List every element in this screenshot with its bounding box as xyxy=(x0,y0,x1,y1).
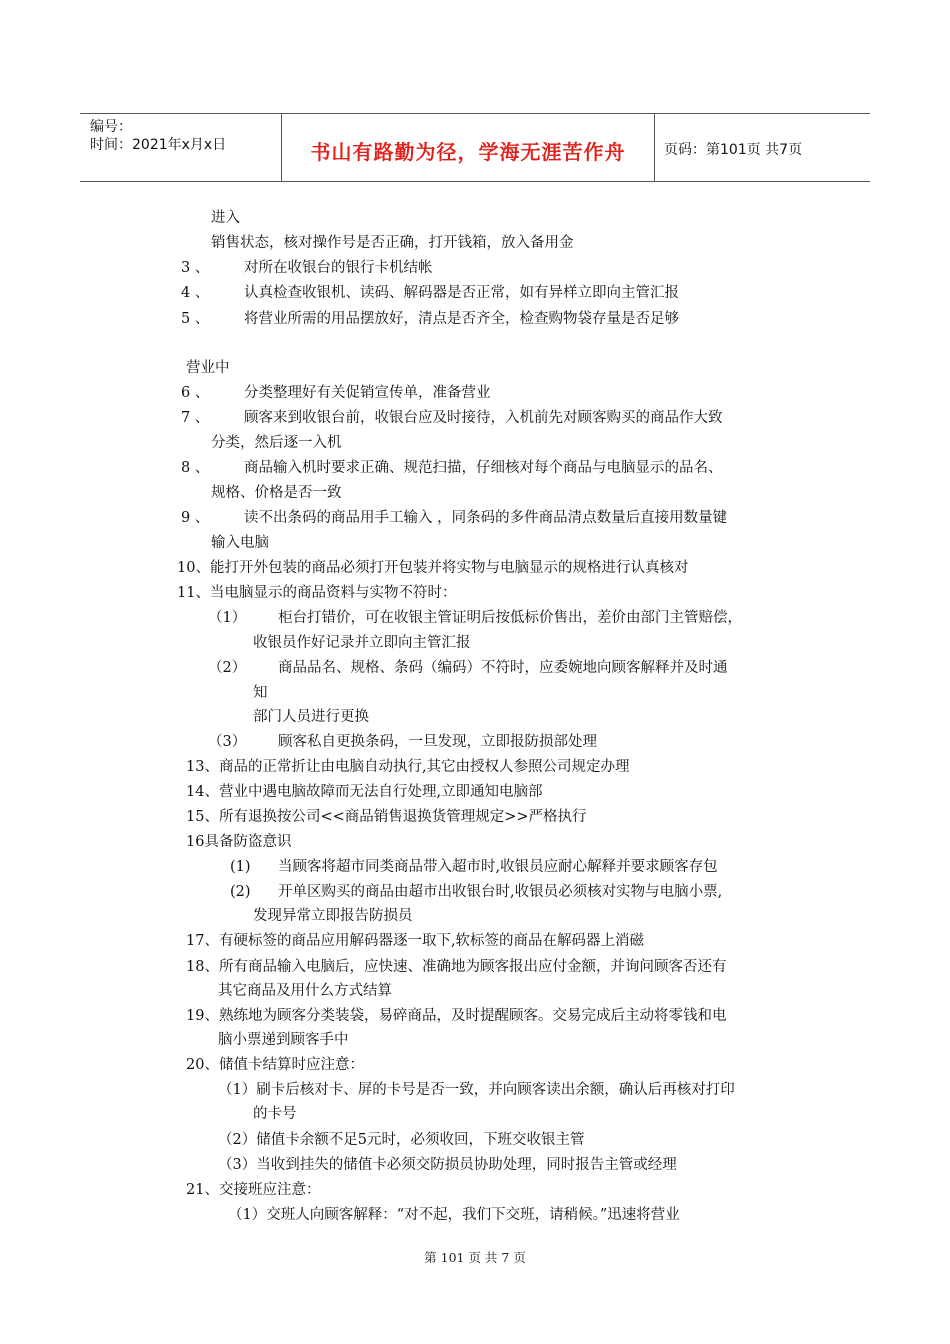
header-bottom-rule xyxy=(80,181,870,182)
text-line: 商品品名、规格、条码（编码）不符时，应委婉地向顾客解释并及时通 xyxy=(278,660,728,676)
section-heading: 营业中 xyxy=(186,360,230,376)
item-number: 8 、 xyxy=(181,460,210,476)
sub-item-number: (1) xyxy=(230,859,251,875)
text-line: 分类，然后逐一入机 xyxy=(211,435,342,451)
text-line: 21、交接班应注意： xyxy=(186,1182,321,1198)
text-line: 当顾客将超市同类商品带入超市时,收银员应耐心解释并要求顾客存包 xyxy=(278,859,718,875)
text-line: 商品输入机时要求正确、规范扫描，仔细核对每个商品与电脑显示的品名、 xyxy=(244,460,723,476)
header-meta xyxy=(90,118,226,154)
text-line: 脑小票递到顾客手中 xyxy=(218,1032,349,1048)
text-line: 读不出条码的商品用手工输入 ，同条码的多件商品清点数量后直接用数量键 xyxy=(244,510,728,526)
text-line: 13、商品的正常折让由电脑自动执行,其它由授权人参照公司规定办理 xyxy=(186,759,630,775)
text-line: （1）交班人向顾客解释：“对不起，我们下交班，请稍候。”迅速将营业 xyxy=(228,1207,680,1223)
item-number: 6 、 xyxy=(181,385,210,401)
sub-item-number: (2) xyxy=(230,884,251,900)
text-line: 20、储值卡结算时应注意： xyxy=(186,1057,364,1073)
text-line: （3）当收到挂失的储值卡必须交防损员协助处理，同时报告主管或经理 xyxy=(218,1157,677,1173)
text-line: 发现异常立即报告防损员 xyxy=(253,908,413,924)
text-line: （1）刷卡后核对卡、屏的卡号是否一致，并向顾客读出余额，确认后再核对打印 xyxy=(218,1082,735,1098)
header-page-label: 页码：第101页 共7页 xyxy=(664,142,803,158)
text-line: 11、当电脑显示的商品资料与实物不符时： xyxy=(177,585,457,601)
text-line: 19、熟练地为顾客分类装袋，易碎商品，及时提醒顾客。交易完成后主动将零钱和电 xyxy=(186,1008,727,1024)
text-line: （2）储值卡余额不足5元时，必须收回，下班交收银主管 xyxy=(218,1132,585,1148)
item-number: 7 、 xyxy=(181,410,210,426)
text-line: 18、所有商品输入电脑后，应快速、准确地为顾客报出应付金额，并询问顾客否还有 xyxy=(186,959,727,975)
sub-item-number: （1） xyxy=(208,610,247,626)
text-line: 销售状态，核对操作号是否正确，打开钱箱，放入备用金 xyxy=(211,235,574,251)
sub-item-number: （3） xyxy=(208,734,247,750)
page-footer: 第 101 页 共 7 页 xyxy=(424,1250,526,1265)
text-line: 对所在收银台的银行卡机结帐 xyxy=(244,260,433,276)
text-line: 分类整理好有关促销宣传单，准备营业 xyxy=(244,385,491,401)
text-line: 部门人员进行更换 xyxy=(253,709,369,725)
item-number: 5 、 xyxy=(181,311,210,327)
text-line: 进入 xyxy=(211,210,240,226)
text-line: 收银员作好记录并立即向主管汇报 xyxy=(253,635,471,651)
text-line: 10、能打开外包装的商品必须打开包装并将实物与电脑显示的规格进行认真核对 xyxy=(177,560,689,576)
text-line: 17、有硬标签的商品应用解码器逐一取下,软标签的商品在解码器上消磁 xyxy=(186,933,645,949)
text-line: 顾客私自更换条码，一旦发现，立即报防损部处理 xyxy=(278,734,597,750)
header-top-rule xyxy=(80,113,870,114)
text-line: 认真检查收银机、读码、解码器是否正常，如有异样立即向主管汇报 xyxy=(244,285,679,301)
header-motto: 书山有路勤为径，学海无涯苦作舟 xyxy=(310,140,626,164)
text-line: 规格、价格是否一致 xyxy=(211,485,342,501)
text-line: 输入电脑 xyxy=(211,535,269,551)
text-line: 将营业所需的用品摆放好，清点是否齐全，检查购物袋存量是否足够 xyxy=(244,311,679,327)
text-line: 其它商品及用什么方式结算 xyxy=(218,983,392,999)
sub-item-number: （2） xyxy=(208,660,247,676)
text-line: 顾客来到收银台前，收银台应及时接待，入机前先对顾客购买的商品作大致 xyxy=(244,410,723,426)
text-line: 开单区购买的商品由超市出收银台时,收银员必须核对实物与电脑小票, xyxy=(278,884,723,900)
text-line: 的卡号 xyxy=(253,1106,297,1122)
text-line: 知 xyxy=(253,685,268,701)
header-divider-right xyxy=(654,113,655,181)
item-number: 3 、 xyxy=(181,260,210,276)
text-line: 14、营业中遇电脑故障而无法自行处理,立即通知电脑部 xyxy=(186,784,543,800)
item-number: 4 、 xyxy=(181,285,210,301)
document-time-label: 时间：2021年x月x日 xyxy=(90,137,227,153)
document-number-label: 编号： xyxy=(90,119,132,135)
text-line: 16具备防盗意识 xyxy=(186,834,292,850)
text-line: 15、所有退换按公司<<商品销售退换货管理规定>>严格执行 xyxy=(186,809,587,825)
item-number: 9 、 xyxy=(181,510,210,526)
text-line: 柜台打错价，可在收银主管证明后按低标价售出，差价由部门主管赔偿， xyxy=(278,610,742,626)
